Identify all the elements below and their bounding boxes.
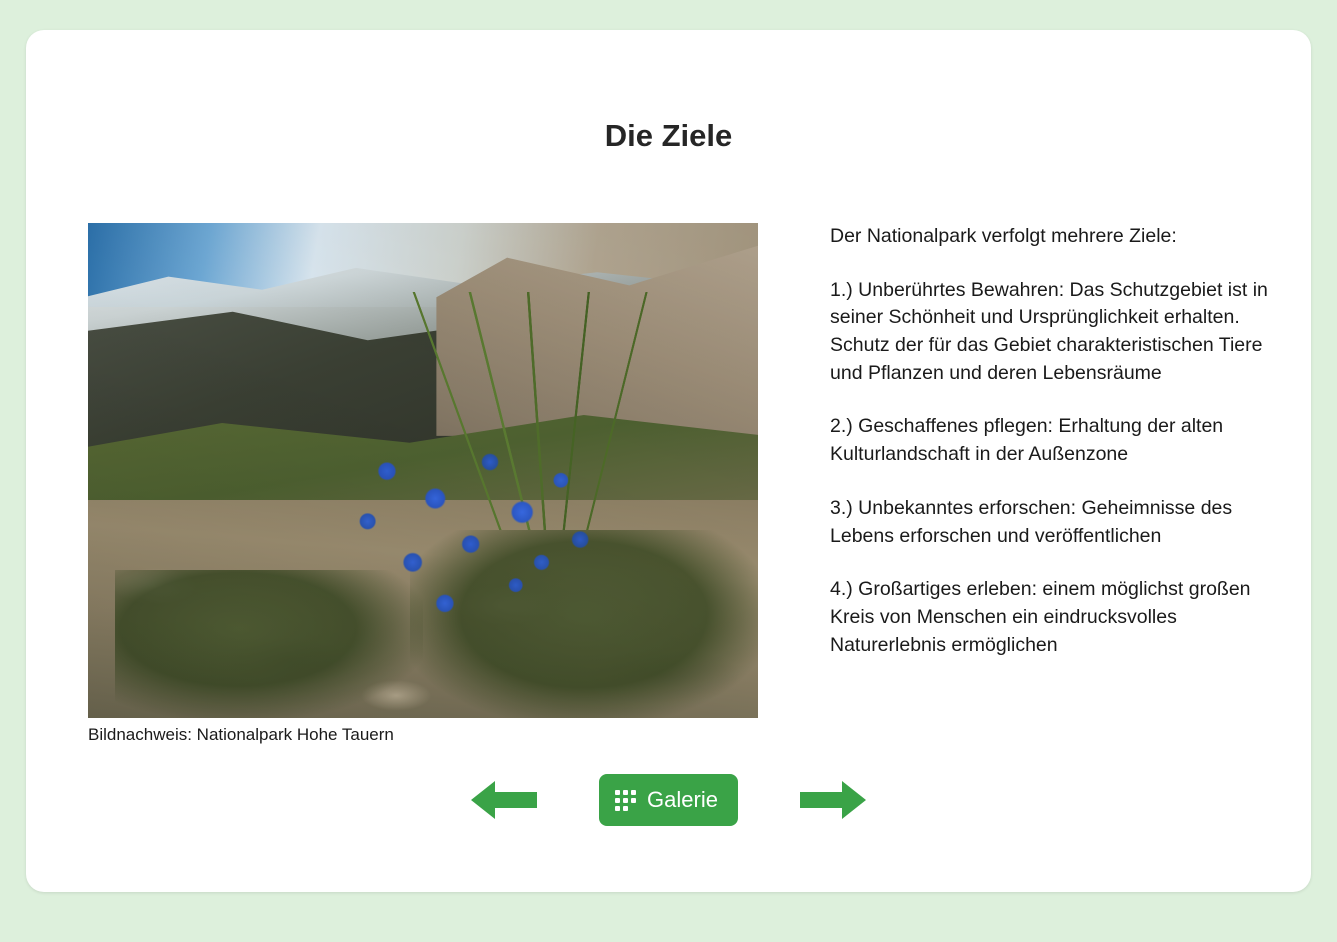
goal-paragraph-1: 1.) Unberührtes Bewahren: Das Schutzgebiet ist in seiner Schönheit und Ursprünglichkeit erhalten. Schutz der für das Gebiet charakteristischen Tiere und Pflanzen und deren Lebensräume (830, 278, 1268, 384)
grid-icon (615, 790, 636, 811)
goal-paragraph-3: 3.) Unbekanntes erforschen: Geheimnisse des Lebens erforschen und veröffentlichen (830, 496, 1233, 547)
previous-button[interactable] (469, 775, 539, 825)
gallery-button[interactable] (599, 774, 738, 826)
content-card (26, 30, 1311, 892)
arrow-right-icon (798, 775, 868, 825)
next-button[interactable] (798, 775, 868, 825)
arrow-left-icon (469, 775, 539, 825)
image-caption: Bildnachweis: Nationalpark Hohe Tauern (88, 725, 394, 744)
photo-shading-overlay (88, 223, 758, 718)
goal-paragraph-2: 2.) Geschaffenes pflegen: Erhaltung der alten Kulturlandschaft in der Außenzone (830, 415, 1224, 466)
navigation-controls (26, 760, 1311, 840)
gentian-photo (88, 223, 758, 718)
gallery-button-label: Galerie (647, 787, 718, 812)
image-figure (88, 223, 758, 745)
intro-paragraph: Der Nationalpark verfolgt mehrere Ziele: (830, 225, 1177, 247)
page-title: Die Ziele (604, 118, 733, 153)
goal-paragraph-4: 4.) Großartiges erleben: einem möglichst großen Kreis von Menschen ein eindrucksvolles Naturerlebnis ermöglichen (830, 578, 1251, 656)
goals-text-column (830, 223, 1280, 659)
